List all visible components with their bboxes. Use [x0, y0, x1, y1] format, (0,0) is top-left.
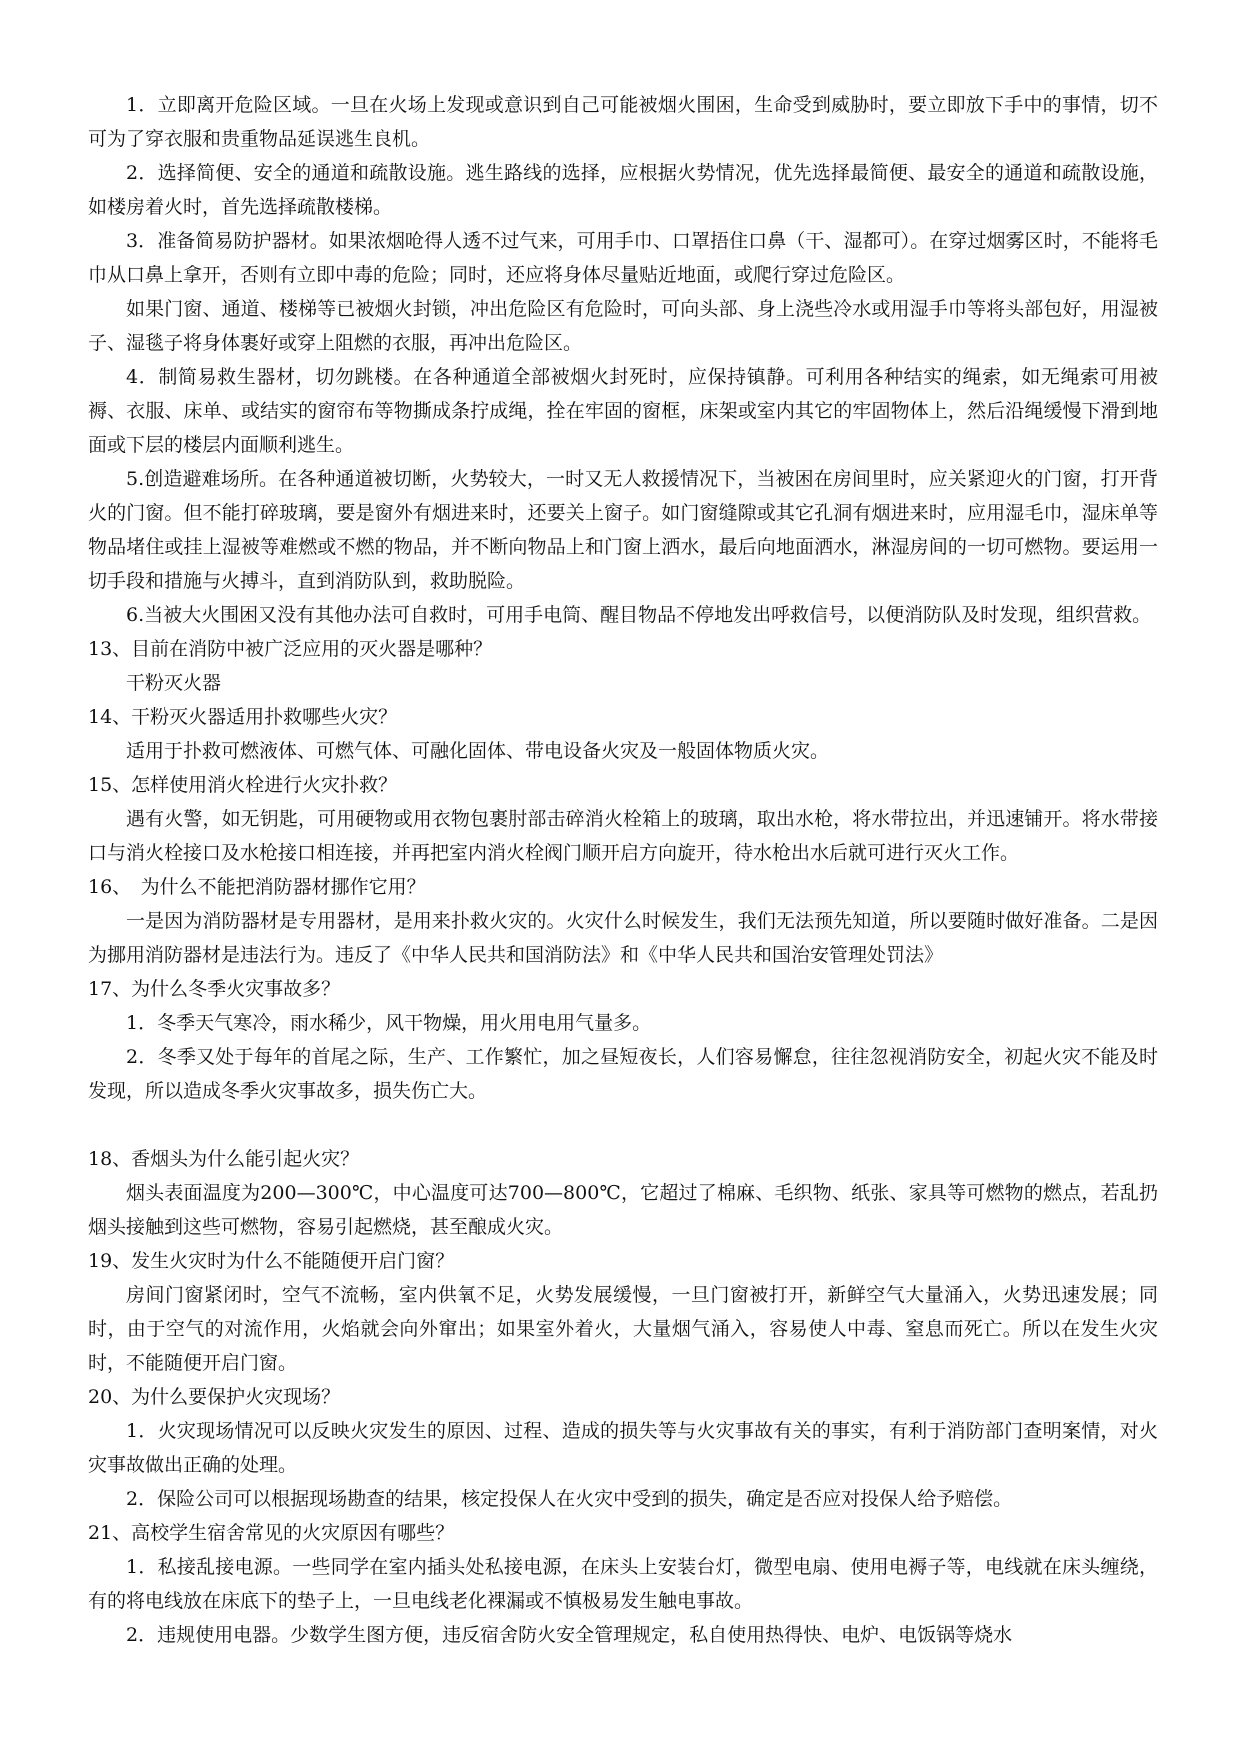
question-heading: 15、怎样使用消火栓进行火灾扑救？ — [88, 774, 398, 796]
paragraph: 5.创造避难场所。在各种通道被切断，火势较大，一时又无人救援情况下，当被困在房间里时，应关紧迎火的门窗，打开背火的门窗。但不能打碎玻璃，要是窗外有烟进来时，还要关上窗子。如门窗缝隙或其它孔洞有烟进来时，应用湿毛巾，湿床单等物品堵住或挂上湿被等难燃或不燃的物品，并不断向物品上和门窗上洒水，最后向地面洒水，淋湿房间的一切可燃物。要运用一切手段和措施与火搏斗，直到消防队到，救助脱险。 — [88, 468, 1158, 592]
paragraph: 2．选择简便、安全的通道和疏散设施。逃生路线的选择，应根据火势情况，优先选择最简便、最安全的通道和疏散设施，如楼房着火时，首先选择疏散楼梯。 — [88, 162, 1158, 218]
paragraph: 如果门窗、通道、楼梯等已被烟火封锁，冲出危险区有危险时，可向头部、身上浇些冷水或用湿手巾等将头部包好，用湿被子、湿毯子将身体裹好或穿上阻燃的衣服，再冲出危险区。 — [88, 298, 1158, 354]
question-heading: 17、为什么冬季火灾事故多？ — [88, 978, 341, 1000]
paragraph: 遇有火警，如无钥匙，可用硬物或用衣物包裹肘部击碎消火栓箱上的玻璃，取出水枪，将水带拉出，并迅速铺开。将水带接口与消火栓接口及水枪接口相连接，并再把室内消火栓阀门顺开启方向旋开，待水枪出水后就可进行灭火工作。 — [88, 808, 1158, 864]
answer-text: 适用于扑救可燃液体、可燃气体、可融化固体、带电设备火灾及一般固体物质火灾。 — [126, 740, 830, 762]
paragraph: 4．制简易救生器材，切勿跳楼。在各种通道全部被烟火封死时，应保持镇静。可利用各种结实的绳索，如无绳索可用被褥、衣服、床单、或结实的窗帘布等物撕成条拧成绳，拴在牢固的窗框，床架或室内其它的牢固物体上，然后沿绳缓慢下滑到地面或下层的楼层内面顺利逃生。 — [88, 366, 1158, 456]
answer-text: 干粉灭火器 — [126, 672, 222, 694]
paragraph: 3．准备简易防护器材。如果浓烟呛得人透不过气来，可用手巾、口罩捂住口鼻（干、湿都可）。在穿过烟雾区时，不能将毛巾从口鼻上拿开，否则有立即中毒的危险；同时，还应将身体尽量贴近地面，或爬行穿过危险区。 — [88, 230, 1158, 286]
question-heading: 19、发生火灾时为什么不能随便开启门窗？ — [88, 1250, 455, 1272]
paragraph: 2．保险公司可以根据现场勘查的结果，核定投保人在火灾中受到的损失，确定是否应对投保人给予赔偿。 — [126, 1488, 1013, 1510]
question-heading: 18、香烟头为什么能引起火灾？ — [88, 1148, 360, 1170]
paragraph: 1．火灾现场情况可以反映火灾发生的原因、过程、造成的损失等与火灾事故有关的事实，有利于消防部门查明案情，对火灾事故做出正确的处理。 — [88, 1420, 1158, 1476]
paragraph: 1．立即离开危险区域。一旦在火场上发现或意识到自己可能被烟火围困，生命受到威胁时，要立即放下手中的事情，切不可为了穿衣服和贵重物品延误逃生良机。 — [88, 94, 1158, 150]
paragraph: 1．私接乱接电源。一些同学在室内插头处私接电源，在床头上安装台灯，微型电扇、使用电褥子等，电线就在床头缠绕，有的将电线放在床底下的垫子上，一旦电线老化裸漏或不慎极易发生触电事故。 — [88, 1556, 1158, 1612]
question-heading: 16、 为什么不能把消防器材挪作它用？ — [88, 876, 426, 898]
paragraph: 2．违规使用电器。少数学生图方便，违反宿舍防火安全管理规定，私自使用热得快、电炉、电饭锅等烧水 — [126, 1624, 1013, 1646]
paragraph: 房间门窗紧闭时，空气不流畅，室内供氧不足，火势发展缓慢，一旦门窗被打开，新鲜空气大量涌入，火势迅速发展；同时，由于空气的对流作用，火焰就会向外窜出；如果室外着火，大量烟气涌入，容易使人中毒、窒息而死亡。所以在发生火灾时，不能随便开启门窗。 — [88, 1284, 1158, 1374]
paragraph: 一是因为消防器材是专用器材，是用来扑救火灾的。火灾什么时候发生，我们无法预先知道，所以要随时做好准备。二是因为挪用消防器材是违法行为。违反了《中华人民共和国消防法》和《中华人民共和国治安管理处罚法》 — [88, 910, 1158, 966]
question-heading: 14、干粉灭火器适用扑救哪些火灾？ — [88, 706, 398, 728]
question-heading: 21、高校学生宿舍常见的火灾原因有哪些？ — [88, 1522, 455, 1544]
question-heading: 13、目前在消防中被广泛应用的灭火器是哪种？ — [88, 638, 493, 660]
document-page — [88, 88, 1158, 1652]
paragraph: 1．冬季天气寒冷，雨水稀少，风干物燥，用火用电用气量多。 — [126, 1012, 652, 1034]
paragraph: 2．冬季又处于每年的首尾之际，生产、工作繁忙，加之昼短夜长，人们容易懈怠，往往忽视消防安全，初起火灾不能及时发现，所以造成冬季火灾事故多，损失伤亡大。 — [88, 1046, 1158, 1102]
blank-line — [88, 1108, 1158, 1142]
paragraph: 6.当被大火围困又没有其他办法可自救时，可用手电筒、醒目物品不停地发出呼救信号，以便消防队及时发现，组织营救。 — [126, 604, 1152, 626]
paragraph: 烟头表面温度为200—300℃，中心温度可达700—800℃，它超过了棉麻、毛织物、纸张、家具等可燃物的燃点，若乱扔烟头接触到这些可燃物，容易引起燃烧，甚至酿成火灾。 — [88, 1182, 1158, 1238]
question-heading: 20、为什么要保护火灾现场？ — [88, 1386, 341, 1408]
